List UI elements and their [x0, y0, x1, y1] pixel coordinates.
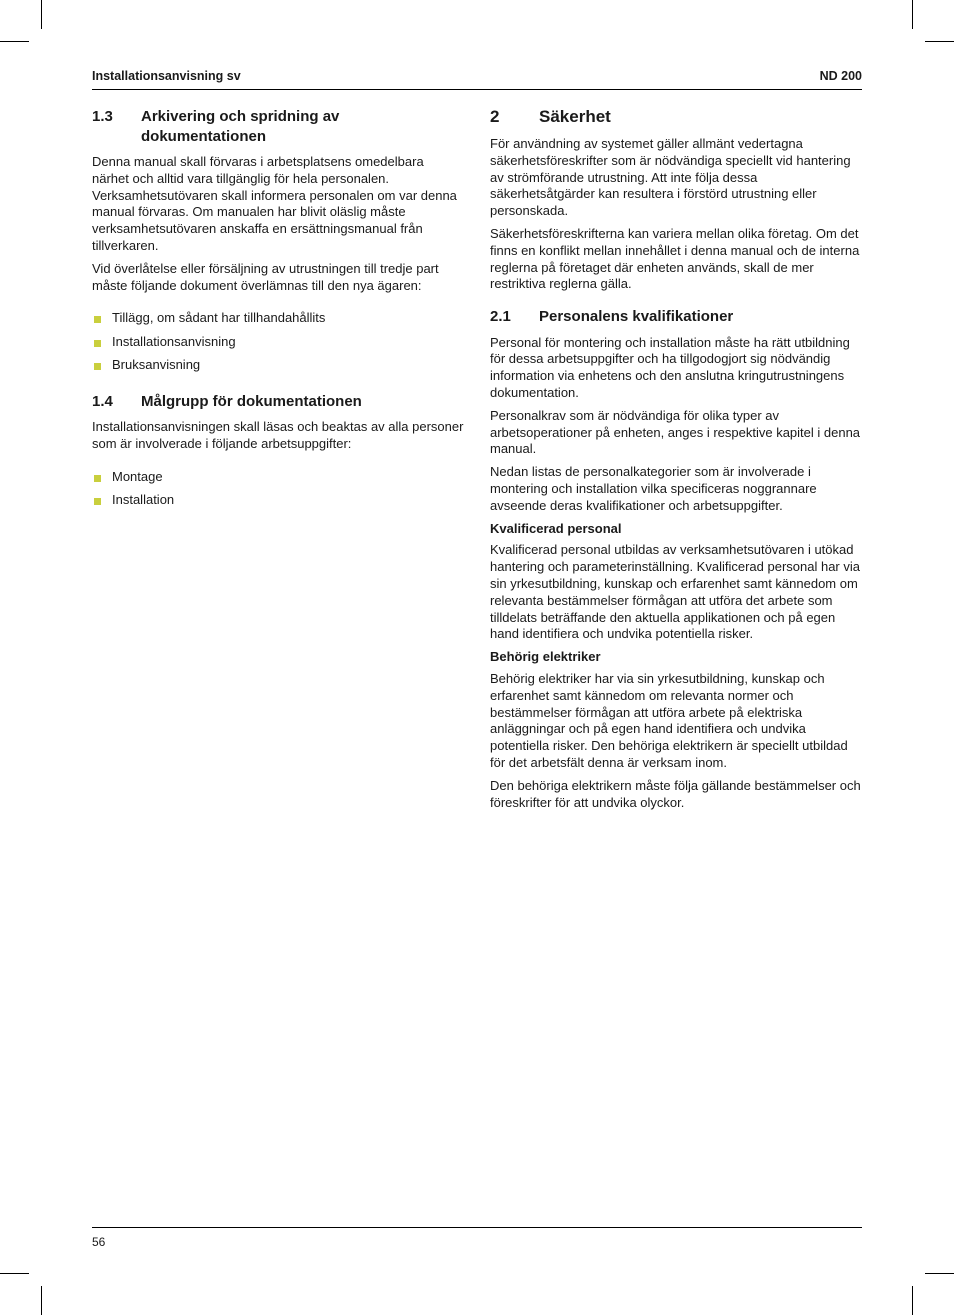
list-item: Bruksanvisning [92, 357, 464, 374]
paragraph: Personalkrav som är nödvändiga för olika typer av arbetsoperationer på enheten, anges i respektive kapitel i denna manual. [490, 407, 861, 457]
bullet-square-icon [94, 316, 101, 323]
crop-mark [41, 1286, 42, 1315]
left-column [92, 107, 464, 527]
crop-mark [925, 1273, 954, 1274]
crop-mark [41, 0, 42, 29]
section-title: Arkivering och spridning av dokumentationen [141, 108, 340, 145]
bullet-square-icon [94, 340, 101, 347]
crop-mark [912, 0, 913, 29]
paragraph: För användning av systemet gäller allmänt vedertagna säkerhetsföreskrifter som är nödvändiga speciellt vid hantering av strömförande utrustning. Att inte följa dessa säkerhetsåtgärder kan resultera i förstörd utrustning eller personskada. [490, 136, 851, 219]
list-item: Installationsanvisning [92, 334, 464, 351]
bullet-square-icon [94, 475, 101, 482]
task-list [92, 469, 464, 509]
header-model: ND 200 [819, 69, 862, 83]
bullet-square-icon [94, 363, 101, 370]
crop-mark [925, 41, 954, 42]
subheading-qualified-personnel: Kvalificerad personal [490, 520, 622, 536]
paragraph: Installationsanvisningen skall läsas och beaktas av alla personer som är involverade i följande arbetsuppgifter: [92, 419, 464, 452]
section-number: 2 [490, 107, 500, 126]
section-number: 1.4 [92, 392, 113, 410]
footer-rule [92, 1227, 862, 1228]
crop-mark [0, 1273, 29, 1274]
crop-mark [0, 41, 29, 42]
crop-mark [912, 1286, 913, 1315]
list-item: Tillägg, om sådant har tillhandahållits [92, 310, 464, 327]
paragraph: Personal för montering och installation måste ha rätt utbildning för dessa arbetsuppgifter och ha tillgodogjort sig nödvändig information via enhetens och den anslutna kringutrustningens dokumentation. [490, 334, 850, 401]
list-item: Installation [92, 492, 464, 509]
paragraph: Denna manual skall förvaras i arbetsplatsens omedelbara närhet och alltid vara tillgänglig för hela personalen. Verksamhetsutövaren skall informera personalen om var denna manual förvaras. Om manualen har blivit oläslig måste verksamhetsutövaren anskaffa en ersättningsmanual från tillverkaren. [92, 154, 457, 253]
section-title: Målgrupp för dokumentationen [141, 392, 362, 410]
paragraph: Nedan listas de personalkategorier som är involverade i montering och installation vilka specificeras noggrannare avseende deras kvalifikationer och arbetsuppgifter. [490, 464, 817, 513]
running-header [92, 69, 862, 90]
bullet-square-icon [94, 498, 101, 505]
subheading-electrician: Behörig elektriker [490, 649, 601, 665]
header-title: Installationsanvisning sv [92, 69, 241, 83]
section-2-heading [490, 107, 864, 127]
document-list [92, 310, 464, 373]
section-number: 1.3 [92, 108, 113, 125]
section-number: 2.1 [490, 308, 511, 326]
paragraph: Vid överlåtelse eller försäljning av utrustningen till tredje part måste följande dokument överlämnas till den nya ägaren: [92, 260, 439, 293]
list-item: Montage [92, 469, 464, 486]
paragraph: Den behöriga elektrikern måste följa gällande bestämmelser och föreskrifter för att undvika olyckor. [490, 777, 861, 810]
section-title: Personalens kvalifikationer [539, 308, 734, 326]
paragraph: Kvalificerad personal utbildas av verksamhetsutövaren i utökad hantering och parameterinställning. Kvalificerad personal har via sin yrkesutbildning, kunskap och erfarenhet samt kännedom om relevanta bestämmelser förmågan att utföra det arbete som tilldelats beträffande den aktuella applikationen och på egen hand identifiera och undvika potentiella risker. [490, 542, 860, 642]
page-number: 56 [92, 1235, 106, 1249]
section-1-3-heading [92, 107, 464, 146]
paragraph: Säkerhetsföreskrifterna kan variera mellan olika företag. Om det finns en konflikt mellan innehållet i denna manual och de interna reglerna på företaget där enheten används, skall de mer restriktiva reglerna gälla. [490, 225, 860, 292]
section-2-1-heading [490, 307, 864, 327]
section-title: Säkerhet [539, 107, 611, 126]
section-1-4-heading [92, 392, 464, 412]
right-column [490, 107, 864, 817]
paragraph: Behörig elektriker har via sin yrkesutbildning, kunskap och erfarenhet samt kännedom om relevanta normer och bestämmelser förmågan att utföra arbete på elektriska anläggningar och på egen hand identifiera och undvika potentiella risker. Den behöriga elektrikern är speciellt utbildad för det arbetsfält denna är verksam inom. [490, 671, 848, 770]
